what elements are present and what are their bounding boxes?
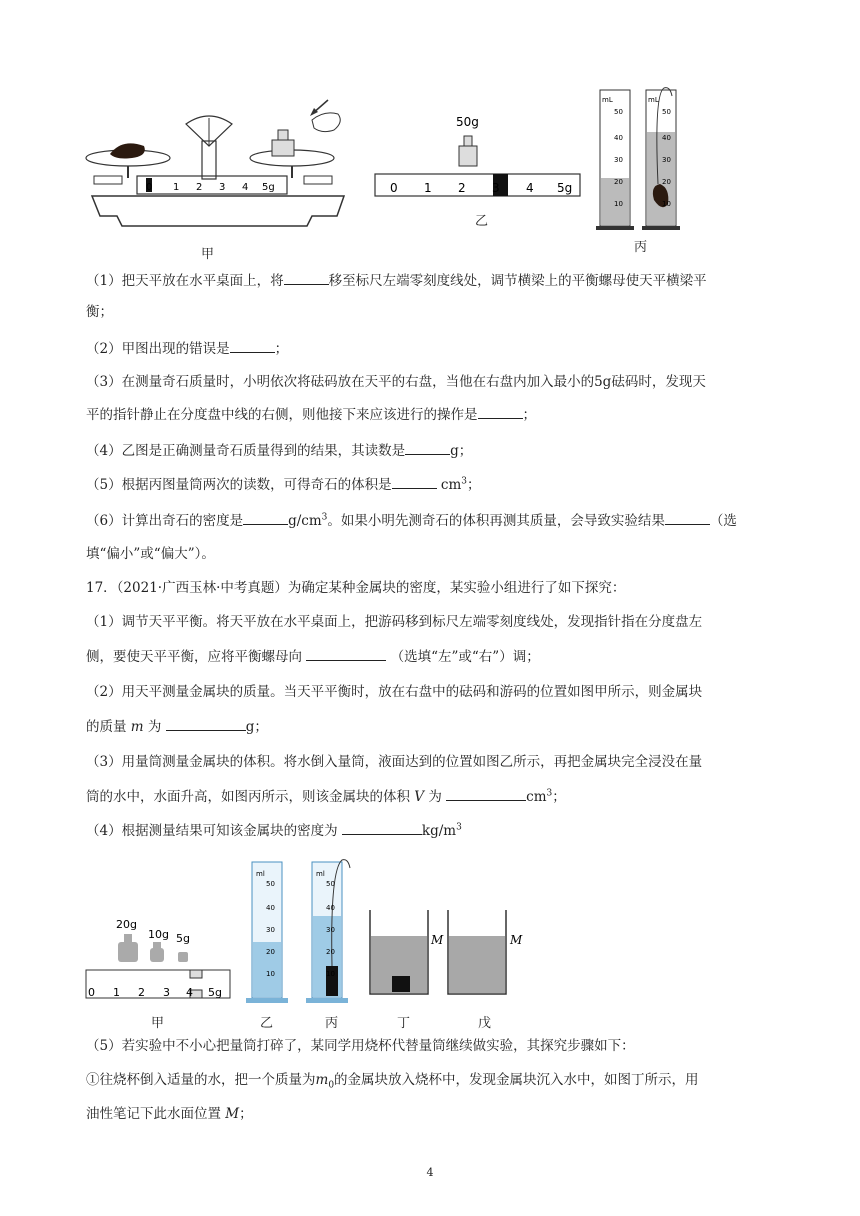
q17-part6-cont [86, 1104, 776, 1124]
answer-blank[interactable] [243, 510, 288, 525]
cylinder-tick: 20 [614, 178, 623, 186]
scale-tick: 1 [424, 181, 432, 195]
answer-blank[interactable] [665, 510, 710, 525]
text: ； [467, 477, 481, 493]
beaker-mark-label: M [510, 933, 523, 947]
superscript: 3 [546, 788, 553, 799]
balance-illustration [82, 96, 354, 266]
q17-part3-cont [86, 786, 776, 807]
q17-part1-cont [86, 646, 776, 667]
cylinder-unit: ml [256, 870, 265, 878]
scale-tick: 4 [186, 986, 193, 999]
figure-balance-jia [82, 96, 354, 266]
q17-part6 [86, 1070, 776, 1090]
scale-tick: 3 [219, 182, 226, 193]
text: （5）根据丙图量筒两次的读数，可得奇石的体积是 [86, 477, 392, 493]
cylinder-tick: 30 [266, 926, 275, 934]
text: 油性笔记下此水面位置 [86, 1106, 221, 1122]
text: （选 [709, 513, 737, 529]
scale-tick: 5g [208, 986, 222, 999]
text: （4）乙图是正确测量奇石质量得到的结果，其读数是 [86, 443, 406, 459]
figure-rider-yi [370, 112, 585, 202]
cylinder-unit: ml [316, 870, 325, 878]
answer-blank[interactable] [306, 646, 386, 661]
cylinder-tick: 50 [662, 108, 671, 116]
caption-bing-bottom: 丙 [325, 1016, 339, 1031]
answer-blank[interactable] [446, 786, 526, 801]
scale-tick: 0 [88, 986, 95, 999]
text: 为 [428, 789, 442, 805]
figure-cylinders-yi-bing [244, 856, 356, 1006]
scale-tick: 5g [262, 182, 275, 193]
weights-scale-illustration [82, 912, 234, 1002]
figure-weights-scale-jia [82, 912, 234, 1002]
q17-part2: （2）用天平测量金属块的质量。当天平平衡时，放在右盘中的砝码和游码的位置如图甲所示，则金属块 [86, 684, 703, 700]
q17-part1: （1）调节天平平衡。将天平放在水平桌面上，把游码移到标尺左端零刻度线处，发现指针指在分度盘左 [86, 614, 703, 630]
text: ①往烧杯倒入适量的水，把一个质量为 [86, 1072, 316, 1088]
scale-tick: 4 [242, 182, 249, 193]
cylinder-tick: 10 [614, 200, 623, 208]
text: 的金属块放入烧杯中，发现金属块沉入水中，如图丁所示，用 [334, 1072, 699, 1088]
answer-blank[interactable] [392, 474, 437, 489]
cylinder-tick: 20 [662, 178, 671, 186]
text: （1）把天平放在水平桌面上，将 [86, 273, 284, 289]
cylinder-tick: 30 [662, 156, 671, 164]
scale-tick: 5g [557, 181, 573, 195]
text: g； [450, 443, 473, 459]
text: ； [552, 789, 566, 805]
weight-label: 10g [148, 928, 169, 941]
text: ； [274, 341, 289, 357]
scale-tick: 0 [146, 182, 153, 193]
symbol-v: V [414, 789, 425, 805]
text: （选填“左”或“右”）调； [390, 649, 540, 665]
beaker-mark-label: M [431, 933, 444, 947]
caption-bing-top: 丙 [634, 240, 648, 255]
text: （4）根据测量结果可知该金属块的密度为 [86, 823, 338, 839]
caption-yi-top: 乙 [475, 214, 489, 229]
unit: cm [440, 477, 462, 493]
superscript: 3 [456, 822, 462, 833]
cylinder-tick: 20 [326, 948, 335, 956]
symbol-M: M [225, 1106, 240, 1122]
cylinder-tick: 20 [266, 948, 275, 956]
answer-blank[interactable] [166, 716, 246, 731]
cylinder-tick: 40 [326, 904, 335, 912]
cylinder-tick: 50 [326, 880, 335, 888]
figure-beakers-ding-wu [364, 906, 536, 998]
cylinder-unit: mL [602, 96, 613, 104]
answer-blank[interactable] [478, 404, 523, 419]
caption-ding-bottom: 丁 [397, 1016, 411, 1031]
q16-part1 [86, 270, 776, 291]
weight-label: 5g [176, 932, 190, 945]
text: 为 [147, 719, 162, 735]
superscript: 3 [321, 512, 328, 523]
q17-header: 17．（2021·广西玉林·中考真题）为确定某种金属块的密度，某实验小组进行了如下探究： [86, 580, 626, 596]
caption-yi-bottom: 乙 [260, 1016, 274, 1031]
unit: kg/m [421, 823, 457, 839]
cylinder-tick: 50 [614, 108, 623, 116]
cylinder-tick: 10 [662, 200, 671, 208]
cylinder-tick: 10 [266, 970, 275, 978]
subscript: 0 [328, 1080, 335, 1091]
cylinder-tick: 40 [266, 904, 275, 912]
text: 移至标尺左端零刻度线处，调节横梁上的平衡螺母使天平横梁平 [328, 273, 707, 289]
cylinders-bottom-illustration [244, 856, 356, 1006]
unit: g/cm [288, 513, 322, 529]
scale-tick: 2 [196, 182, 203, 193]
cylinder-tick: 30 [614, 156, 623, 164]
cylinder-tick: 40 [662, 134, 671, 142]
figure-cylinder-bing [594, 82, 689, 234]
caption-jia-bottom: 甲 [151, 1016, 165, 1031]
text: ； [522, 407, 536, 423]
page-number: 4 [426, 1166, 434, 1179]
q16-part6-cont: 填“偏小”或“偏大”）。 [86, 546, 215, 562]
rider-weight-label: 50g [456, 115, 479, 129]
cylinder-tick: 40 [614, 134, 623, 142]
q16-part5 [86, 474, 776, 495]
answer-blank[interactable] [342, 820, 422, 835]
text: 筒的水中，水面升高，如图丙所示，则该金属块的体积 [86, 789, 410, 805]
q17-part2-cont [86, 716, 776, 737]
q16-part2 [86, 338, 776, 359]
text: ； [239, 1106, 253, 1122]
unit: cm [526, 789, 547, 805]
symbol-m: m [130, 719, 144, 735]
answer-blank[interactable] [284, 270, 329, 285]
caption-wu-bottom: 戊 [478, 1016, 492, 1031]
text: 侧，要使天平平衡，应将平衡螺母向 [86, 649, 302, 665]
text: 平的指针静止在分度盘中线的右侧，则他接下来应该进行的操作是 [86, 407, 478, 423]
text: 。如果小明先测奇石的体积再测其质量，会导致实验结果 [327, 513, 665, 529]
text: g； [245, 719, 268, 735]
q17-part4 [86, 820, 776, 841]
text: （2）甲图出现的错误是 [86, 341, 230, 357]
beakers-illustration [364, 906, 536, 998]
symbol-m0: m [315, 1072, 329, 1088]
answer-blank[interactable] [230, 338, 275, 353]
superscript: 3 [461, 476, 467, 487]
text: （6）计算出奇石的密度是 [86, 513, 244, 529]
q16-part6 [86, 510, 776, 531]
q17-part5: （5）若实验中不小心把量筒打碎了，某同学用烧杯代替量筒继续做实验，其探究步骤如下： [86, 1038, 635, 1054]
scale-tick: 4 [526, 181, 534, 195]
cylinder-tick: 50 [266, 880, 275, 888]
q16-part1-cont: 衡； [86, 304, 113, 320]
scale-tick: 2 [138, 986, 145, 999]
scale-tick: 1 [173, 182, 180, 193]
q16-part4 [86, 440, 776, 461]
text: 的质量 [86, 719, 127, 735]
q16-part3: （3）在测量奇石质量时，小明依次将砝码放在天平的右盘，当他在右盘内加入最小的5g砝码时，发现天 [86, 374, 706, 390]
rider-scale-illustration [370, 112, 585, 202]
cylinders-illustration [594, 82, 689, 234]
q16-part3-cont [86, 404, 776, 425]
caption-jia-top: 甲 [201, 247, 215, 262]
weight-label: 20g [116, 918, 137, 931]
scale-tick: 3 [163, 986, 170, 999]
scale-tick: 1 [113, 986, 120, 999]
scale-tick: 3 [492, 181, 500, 195]
scale-tick: 0 [390, 181, 398, 195]
answer-blank[interactable] [405, 440, 450, 455]
cylinder-tick: 30 [326, 926, 335, 934]
scale-tick: 2 [458, 181, 466, 195]
q17-part3: （3）用量筒测量金属块的体积。将水倒入量筒，液面达到的位置如图乙所示，再把金属块完全浸没在量 [86, 754, 703, 770]
cylinder-unit: mL [648, 96, 659, 104]
cylinder-tick: 10 [326, 970, 335, 978]
